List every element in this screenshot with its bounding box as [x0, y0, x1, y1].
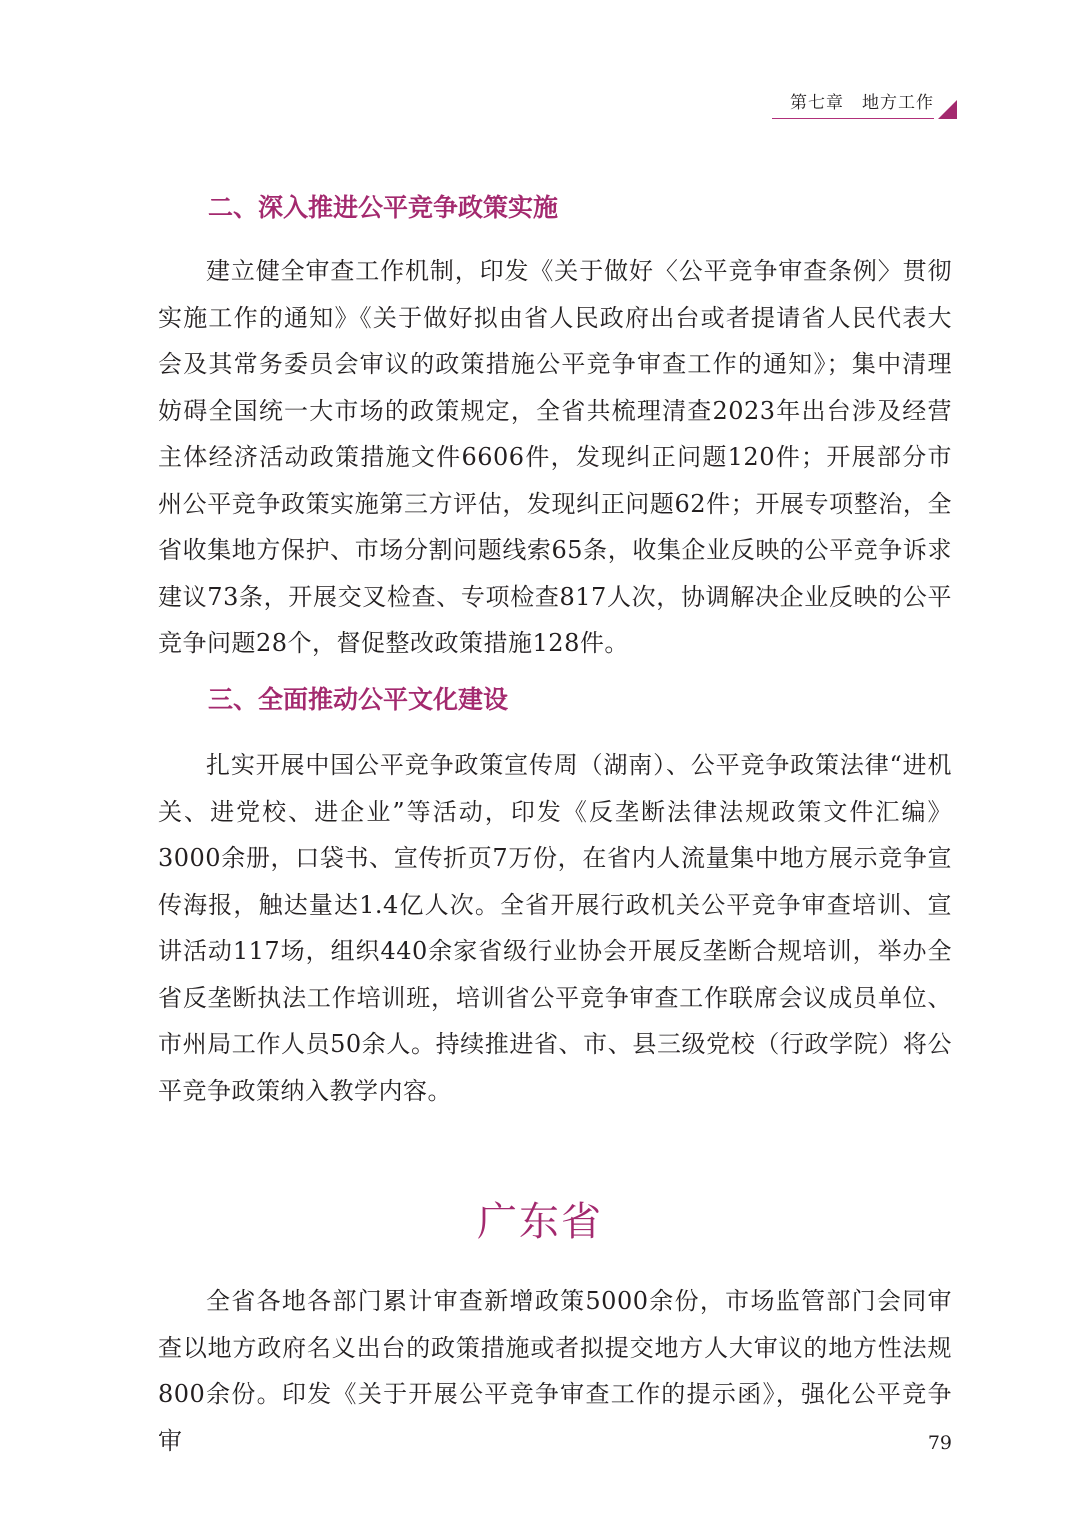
section-paragraph-review-mechanism: 建立健全审查工作机制，印发《关于做好〈公平竞争审查条例〉贯彻实施工作的通知》《关于做好拟由省人民政府出台或者提请省人民代表大会及其常务委员会审议的政策措施公平竞争审查工作的通知》；集中清理妨碍全国统一大市场的政策规定，全省共梳理清查2023年出台涉及经营主体经济活动政策措施文件6606件，发现纠正问题120件；开展部分市州公平竞争政策实施第三方评估，发现纠正问题62件；开展专项整治，全省收集地方保护、市场分割问题线索65条，收集企业反映的公平竞争诉求建议73条，开展交叉检查、专项检查817人次，协调解决企业反映的公平竞争问题28个，督促整改政策措施128件。: [158, 257, 952, 657]
running-head: [772, 88, 934, 119]
section-heading-fair-competition-policy: 二、深入推进公平竞争政策实施: [208, 193, 559, 222]
chapter-title: 第七章 地方工作: [790, 93, 934, 113]
province-title: 广东省: [477, 1199, 603, 1245]
section-paragraph-publicity-training: 扎实开展中国公平竞争政策宣传周（湖南）、公平竞争政策法律“进机关、进党校、进企业”等活动，印发《反垄断法律法规政策文件汇编》3000余册，口袋书、宣传折页7万份，在省内人流量集中地方展示竞争宣传海报，触达量达1.4亿人次。全省开展行政机关公平竞争审查培训、宣讲活动117场，组织440余家省级行业协会开展反垄断合规培训，举办全省反垄断执法工作培训班，培训省公平竞争审查工作联席会议成员单位、市州局工作人员50余人。持续推进省、市、县三级党校（行政学院）将公平竞争政策纳入教学内容。: [158, 751, 952, 1105]
province-paragraph: 全省各地各部门累计审查新增政策5000余份，市场监管部门会同审查以地方政府名义出台的政策措施或者拟提交地方人大审议的地方性法规800余份。印发《关于开展公平竞争审查工作的提示函》，强化公平竞争审: [158, 1287, 952, 1455]
corner-triangle-icon: [938, 100, 957, 119]
section-heading-fair-culture: 三、全面推动公平文化建设: [208, 685, 509, 714]
page-number: 79: [927, 1432, 952, 1454]
